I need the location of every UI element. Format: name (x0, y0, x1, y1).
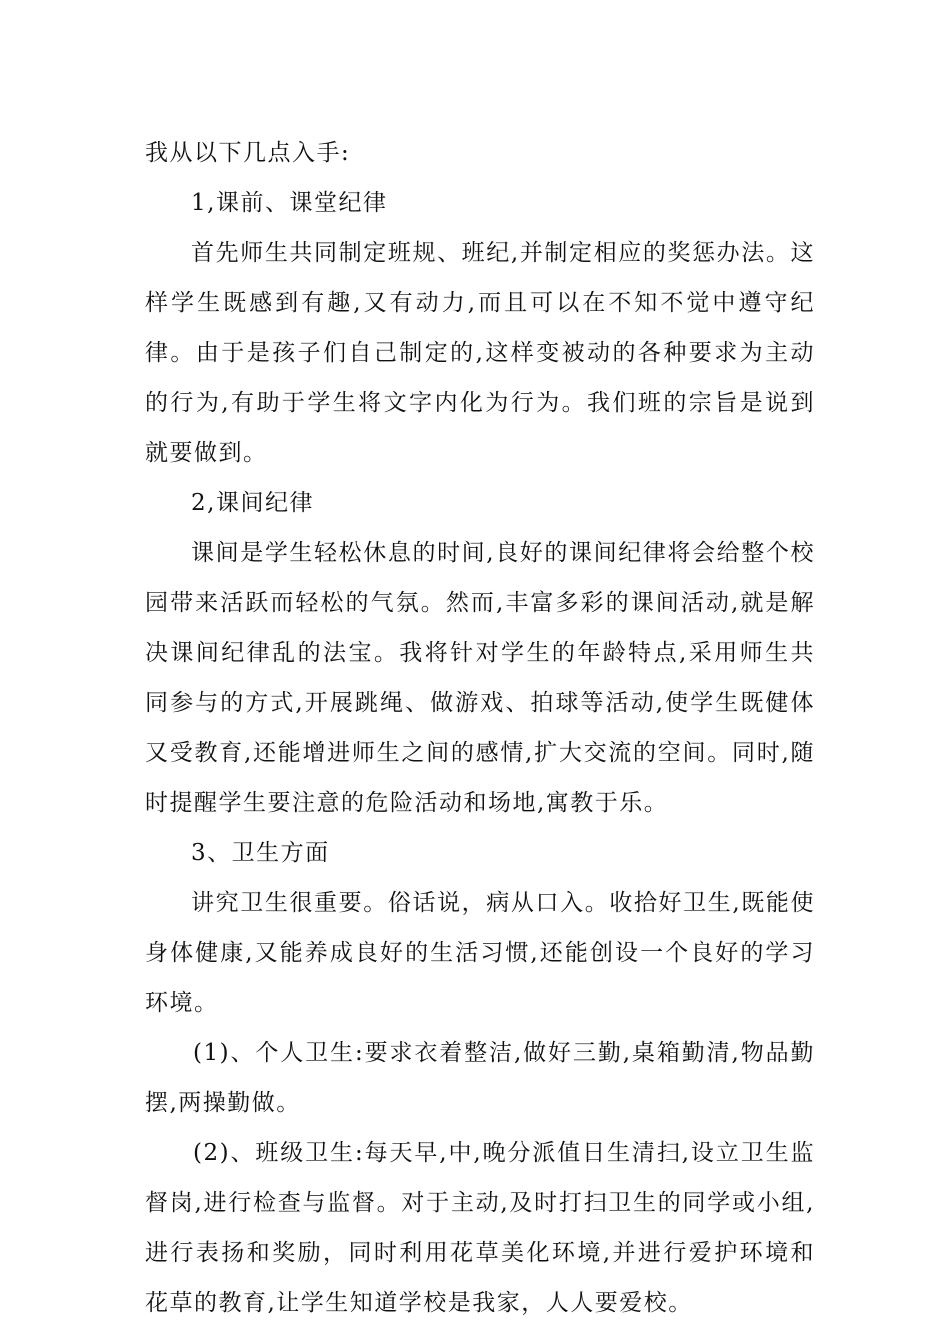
paragraph-class-discipline: 首先师生共同制定班规、班纪,并制定相应的奖惩办法。这样学生既感到有趣,又有动力,而且可以在不知不觉中遵守纪律。由于是孩子们自己制定的,这样变被动的各种要求为主动的行为,有助于学生将文字内化为行为。我们班的宗旨是说到就要做到。 (145, 240, 815, 466)
paragraph-hygiene: 讲究卫生很重要。俗话说，病从口入。收拾好卫生,既能使身体健康,又能养成良好的生活习惯,还能创设一个良好的学习环境。 (145, 890, 815, 1016)
intro-line: 我从以下几点入手: (145, 140, 351, 166)
paragraph-class-hygiene: (2)、班级卫生:每天早,中,晚分派值日生清扫,设立卫生监督岗,进行检查与监督。对于主动,及时打扫卫生的同学或小组,进行表扬和奖励，同时利用花草美化环境,并进行爱护环境和花草的教育,让学生知道学校是我家，人人要爱校。 (145, 1140, 815, 1316)
section-heading-break-discipline: 2,课间纪律 (191, 490, 314, 516)
document-body (145, 128, 815, 1328)
paragraph-personal-hygiene: (1)、个人卫生:要求衣着整洁,做好三勤,桌箱勤清,物品勤摆,两操勤做。 (145, 1040, 815, 1116)
section-heading-class-discipline: 1,课前、课堂纪律 (191, 190, 388, 216)
section-heading-hygiene: 3、卫生方面 (191, 840, 330, 866)
paragraph-break-discipline: 课间是学生轻松休息的时间,良好的课间纪律将会给整个校园带来活跃而轻松的气氛。然而,丰富多彩的课间活动,就是解决课间纪律乱的法宝。我将针对学生的年龄特点,采用师生共同参与的方式,开展跳绳、做游戏、拍球等活动,使学生既健体又受教育,还能增进师生之间的感情,扩大交流的空间。同时,随时提醒学生要注意的危险活动和场地,寓教于乐。 (145, 540, 815, 816)
